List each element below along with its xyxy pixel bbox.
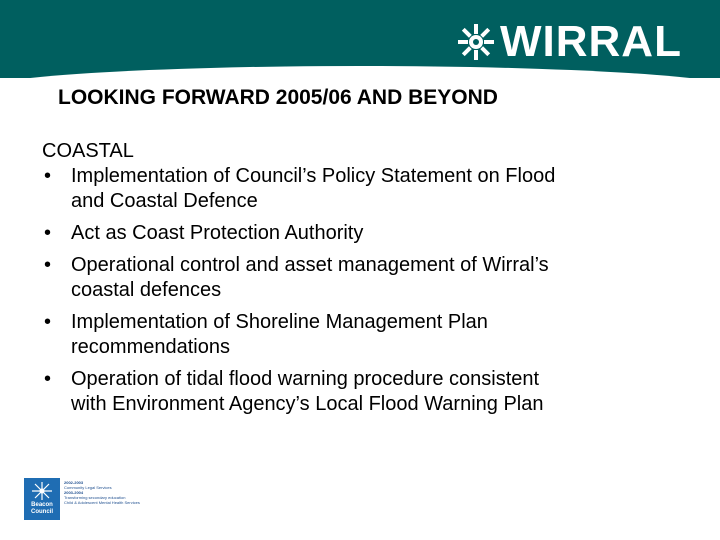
section-heading: COASTAL [42, 140, 134, 162]
slide-title: LOOKING FORWARD 2005/06 AND BEYOND [58, 86, 498, 109]
logo-wordmark: WIRRAL [500, 17, 682, 66]
beacon-name [24, 502, 60, 516]
bullet-line: Operation of tidal flood warning procedure consistent [71, 368, 540, 390]
beacon-name-line: Council [31, 509, 53, 515]
bullet-dot: • [44, 165, 52, 187]
wirral-logo [456, 17, 682, 66]
slide-content [42, 138, 702, 424]
bullet-item [42, 164, 702, 214]
beacon-award-line: Community Legal Services [64, 485, 112, 490]
bullet-line: recommendations [71, 336, 230, 358]
beacon-logo [24, 478, 60, 520]
beacon-name-line: Beacon [31, 502, 53, 508]
bullet-item [42, 310, 702, 360]
bullet-list [42, 164, 702, 417]
bullet-line: and Coastal Defence [71, 190, 258, 212]
bullet-line: coastal defences [71, 279, 222, 301]
beacon-council-badge [24, 478, 164, 522]
beacon-star-icon [28, 480, 56, 502]
beacon-award-line: 2003-2004 [64, 490, 84, 495]
bullet-dot: • [44, 254, 52, 276]
bullet-line: Operational control and asset management of Wirral’s [71, 254, 549, 276]
bullet-line: Implementation of Council’s Policy Statement on Flood [71, 165, 556, 187]
beacon-award-line: Child & Adolescent Mental Health Services [64, 500, 140, 505]
bullet-line: Act as Coast Protection Authority [71, 222, 364, 244]
bullet-line: with Environment Agency’s Local Flood Warning Plan [71, 393, 544, 415]
wirral-sunburst-icon [456, 22, 496, 62]
beacon-award-line: 2002-2003 [64, 480, 84, 485]
beacon-awards [64, 480, 184, 505]
bullet-dot: • [44, 311, 52, 333]
bullet-item [42, 253, 702, 303]
bullet-item [42, 221, 702, 246]
bullet-dot: • [44, 368, 52, 390]
bullet-dot: • [44, 222, 52, 244]
bullet-item [42, 367, 702, 417]
beacon-award-line: Transforming secondary education [64, 495, 126, 500]
bullet-line: Implementation of Shoreline Management Plan [71, 311, 488, 333]
